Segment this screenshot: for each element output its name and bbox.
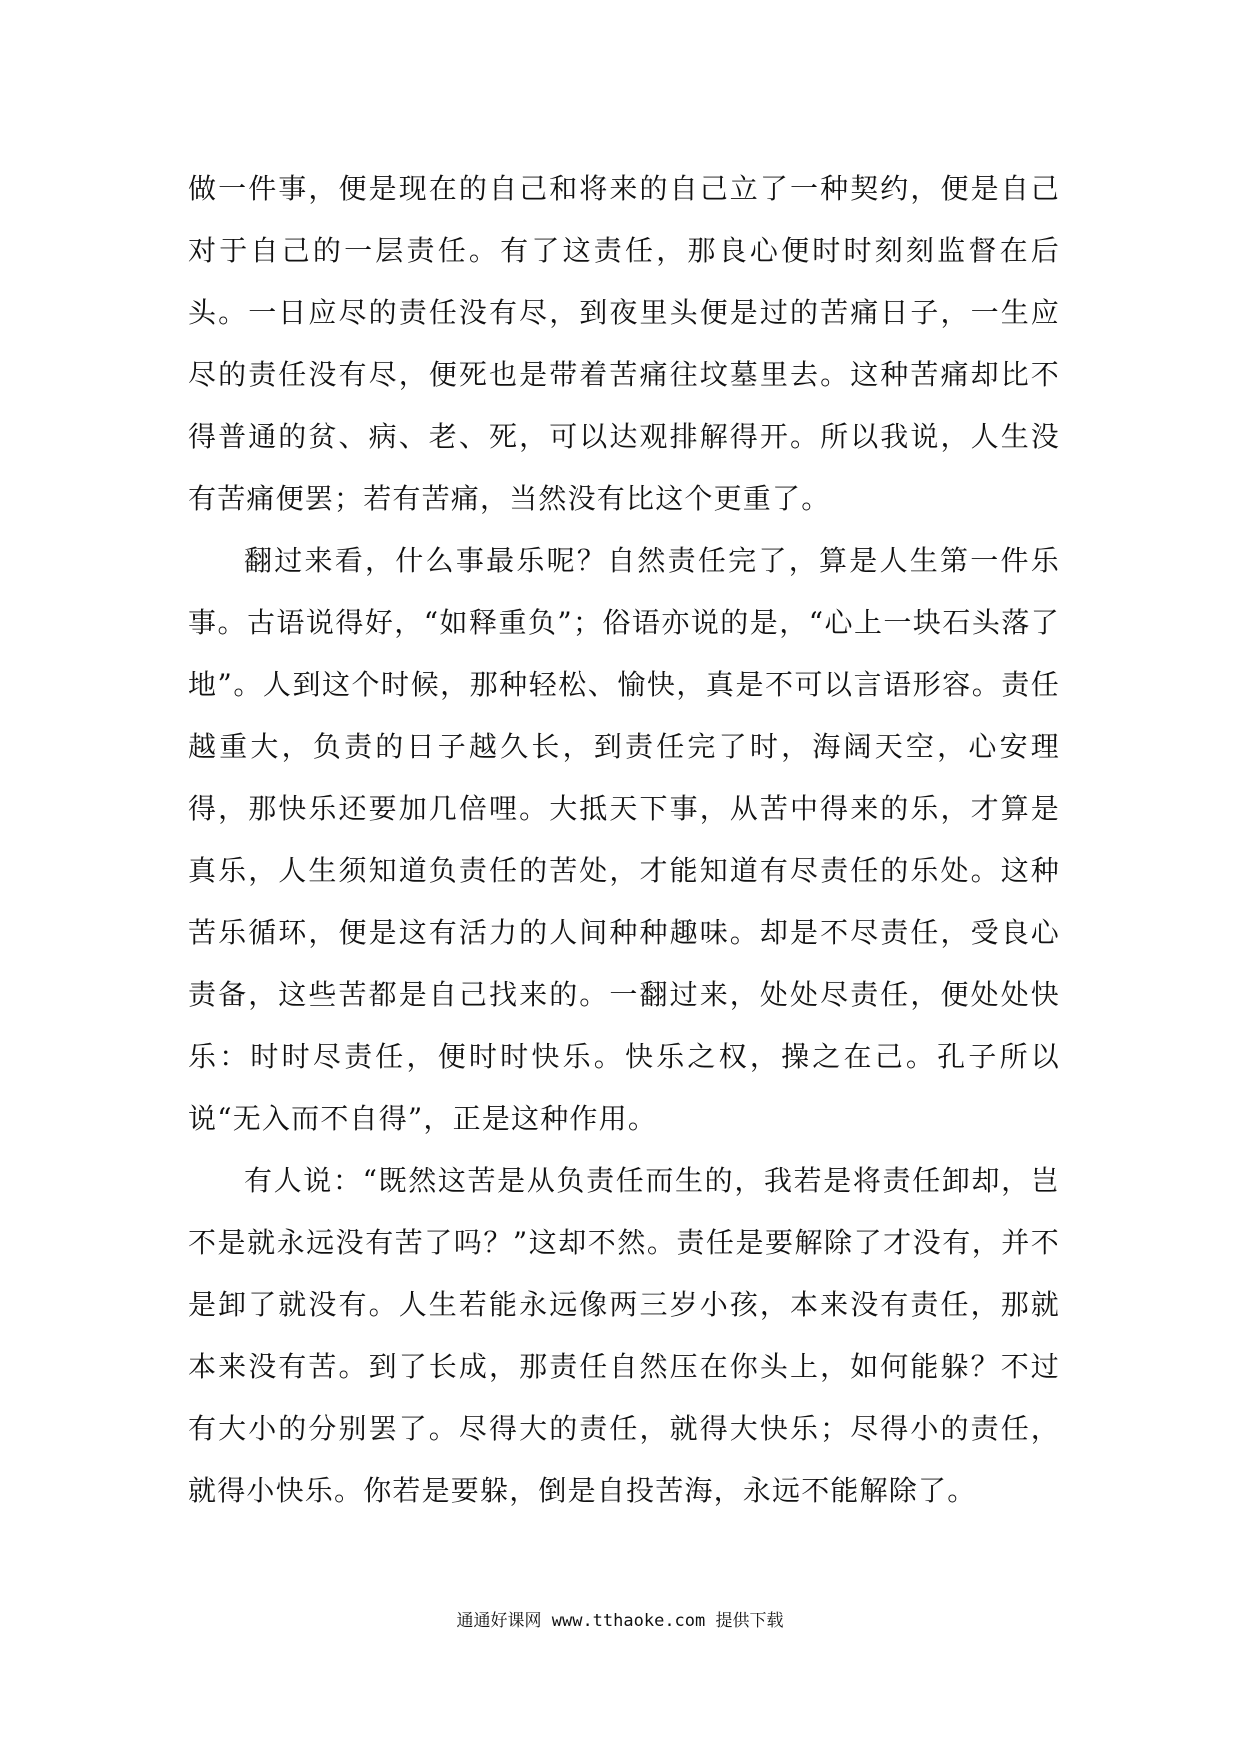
paragraph-2: 翻过来看，什么事最乐呢？自然责任完了，算是人生第一件乐事。古语说得好，“如释重负”；俗语亦说的是，“心上一块石头落了地”。人到这个时候，那种轻松、愉快，真是不可以言语形容。责任越重大，负责的日子越久长，到责任完了时，海阔天空，心安理得，那快乐还要加几倍哩。大抵天下事，从苦中得来的乐，才算是真乐，人生须知道负责任的苦处，才能知道有尽责任的乐处。这种苦乐循环，便是这有活力的人间种种趣味。却是不尽责任，受良心责备，这些苦都是自己找来的。一翻过来，处处尽责任，便处处快乐：时时尽责任，便时时快乐。快乐之权，操之在己。孔子所以说“无入而不自得”，正是这种作用。 [188,544,1060,1135]
paragraph-1: 做一件事，便是现在的自己和将来的自己立了一种契约，便是自己对于自己的一层责任。有了这责任，那良心便时时刻刻监督在后头。一日应尽的责任没有尽，到夜里头便是过的苦痛日子，一生应尽的责任没有尽，便死也是带着苦痛往坟墓里去。这种苦痛却比不得普通的贫、病、老、死，可以达观排解得开。所以我说，人生没有苦痛便罢；若有苦痛，当然没有比这个更重了。 [188,172,1060,515]
download-source-footer: 通通好课网 www.tthaoke.com 提供下载 [456,1611,784,1631]
paragraph-3: 有人说：“既然这苦是从负责任而生的，我若是将责任卸却，岂不是就永远没有苦了吗？”这却不然。责任是要解除了才没有，并不是卸了就没有。人生若能永远像两三岁小孩，本来没有责任，那就本来没有苦。到了长成，那责任自然压在你头上，如何能躲？不过有大小的分别罢了。尽得大的责任，就得大快乐；尽得小的责任，就得小快乐。你若是要躲，倒是自投苦海，永远不能解除了。 [188,1164,1060,1507]
document-page [188,0,1060,1754]
